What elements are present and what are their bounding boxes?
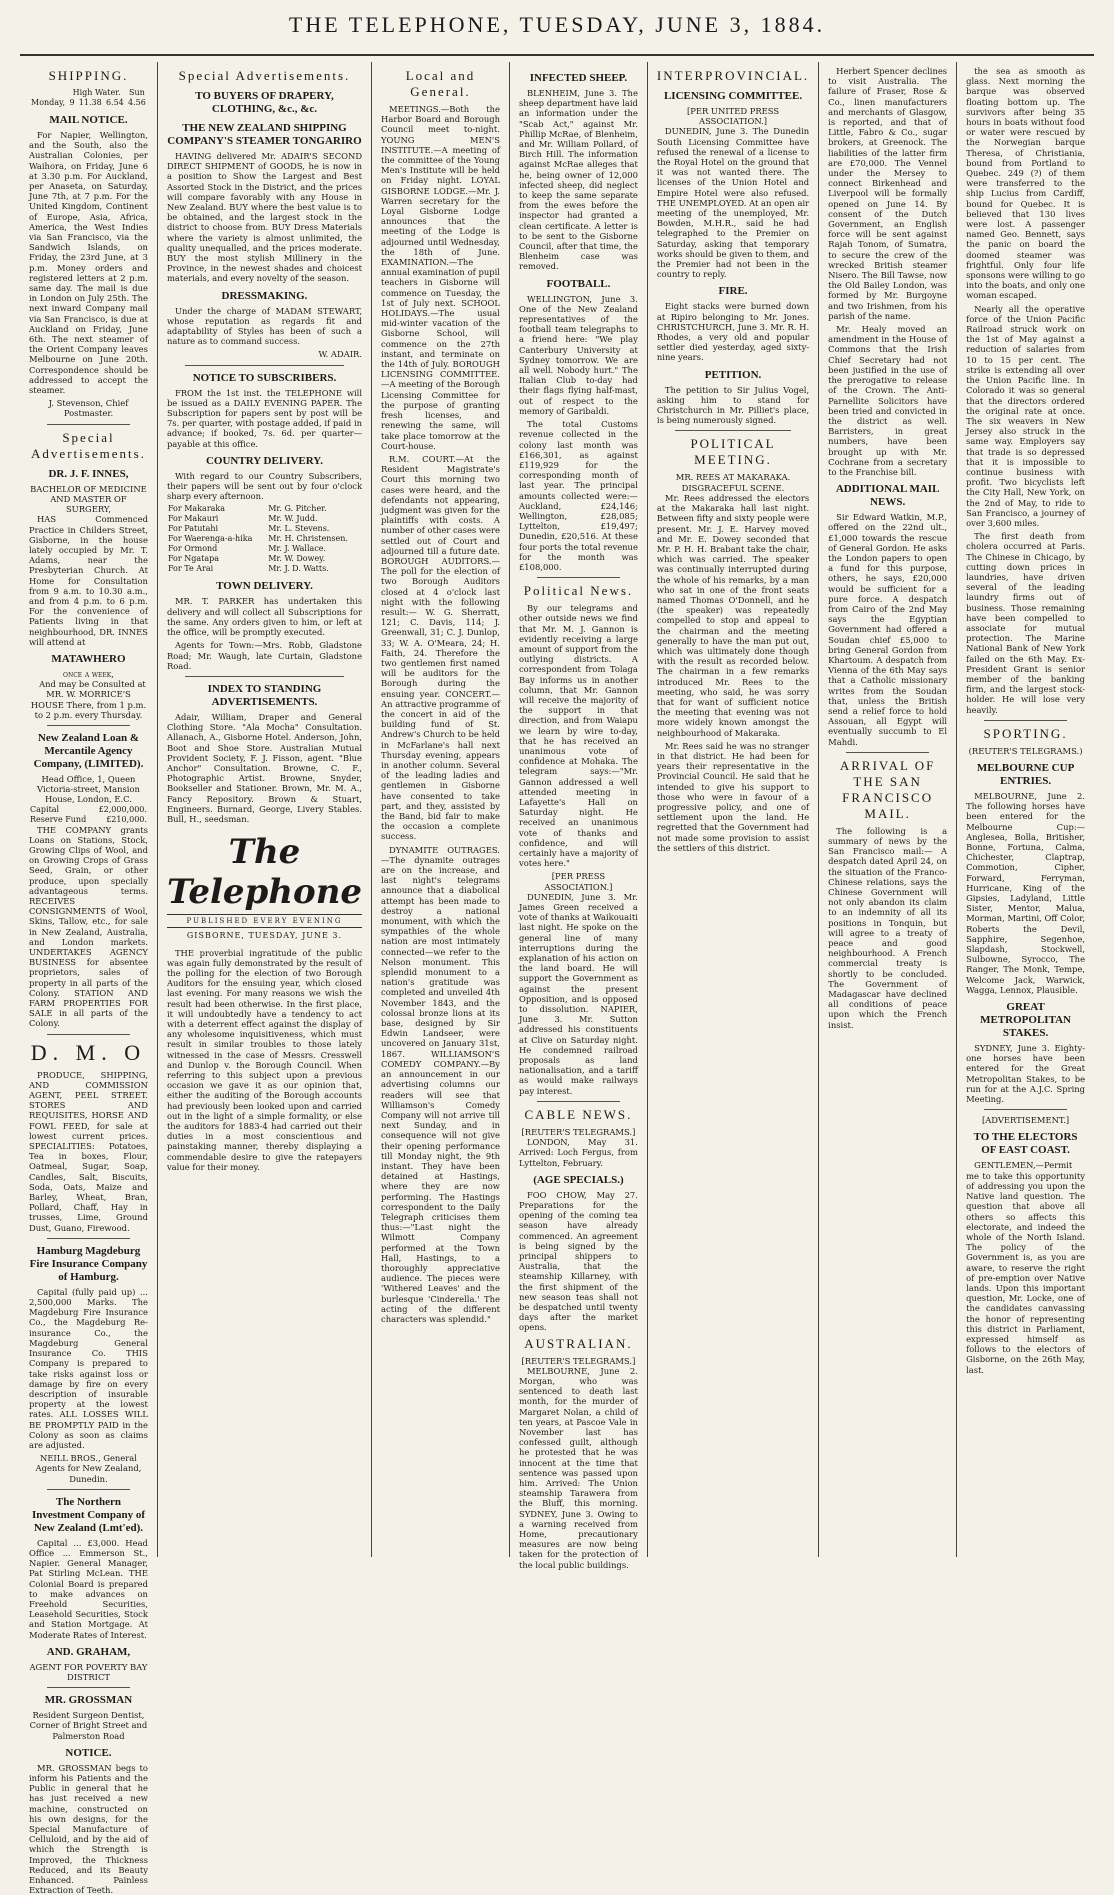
- shipping-co-heading: THE NEW ZEALAND SHIPPING COMPANY'S STEAMER TONGARIRO: [167, 122, 362, 147]
- dmo-heading: D. M. O: [30, 1039, 147, 1065]
- matawhero-heading: MATAWHERO: [51, 652, 126, 665]
- graham-sub: AGENT FOR POVERTY BAY DISTRICT: [29, 1661, 148, 1682]
- additional-mail-heading: ADDITIONAL MAIL NEWS.: [835, 483, 940, 509]
- country-delivery-body: With regard to our Country Subscribers, their papers will be sent out by four o'clock sharp every afternoon.: [166, 470, 363, 502]
- drapery-heading: TO BUYERS OF DRAPERY, CLOTHING, &c., &c.: [195, 90, 334, 115]
- local-news-2: R.M. COURT.—At the Resident Magistrate's Court this morning two cases were heard, and the defendants not appearing, judgment was given for the plaintiffs with costs. A number of other cases were settled out of Court and adjourned till a future date. BOROUGH AUDITORS.—The poll for the election of two Borough Auditors closed at 4 o'clock last night with the following result:— W. G. Sherratt, 121; C. Davis, 114; J. Greenwall, 31; C. J. Dunlop, 33; W. A. O'Meara, 24; H. Faith, 24. Therefore the two gentlemen first named will be auditors for the Borough during the ensuing year. CONCERT.—An attractive programme of the concert in aid of the building fund of St. Andrew's Church to be held in McFarlane's hall next Thursday evening, appears in another column. Several of the leading ladies and gentlemen in Gisborne have consented to take part, and they, assisted by the Band, bid fair to make the occasion a complete success.: [381, 453, 500, 842]
- tide-head-water: High Water.: [72, 88, 121, 97]
- cup-entries-heading: MELBOURNE CUP ENTRIES.: [976, 762, 1075, 787]
- dressmaking-heading: DRESSMAKING.: [221, 289, 308, 302]
- political-meeting-sub: MR. REES AT MAKARAKA.: [675, 472, 791, 483]
- shipping-heading: SHIPPING.: [48, 68, 129, 83]
- fire-heading: FIRE.: [718, 285, 748, 298]
- subscribers-heading: NOTICE TO SUBSCRIBERS.: [192, 371, 337, 384]
- northern-body: Capital ... £3,000. Head Office ... Emmerson St., Napier. General Manager, Pat Stirling McLean. THE Colonial Board is prepared to make advances on Freehold Securities, Leasehold Securities, Stock and Station Mortgage. At Moderate Rates of Interest.: [29, 1537, 148, 1640]
- town-delivery-heading: TOWN DELIVERY.: [216, 580, 313, 593]
- infected-sheep-body: BLENHEIM, June 3. The sheep department have laid an information under the "Scab Act," against Mr. Phillip McRae, of Blenheim, and Mr. William Pollard, of Birch Hill. The information against McRae alleges that he, being owner of 12,000 infected sheep, did neglect to keep the same separate from the ewes before the inspector had granted a clean certificate. A letter is to be sent to the Gisborne Council, after that time, the Blenheim case was removed.: [518, 88, 638, 272]
- tide-table: [29, 88, 148, 108]
- electors-heading: TO THE ELECTORS OF EAST COAST.: [973, 1131, 1078, 1157]
- newspaper-columns: [20, 62, 1094, 1895]
- subscribers-body: FROM the 1st inst. the TELEPHONE will be issued as a DAILY EVENING PAPER. The Subscription for papers sent by post will be 7s. per quarter, with postage added, if paid in advance; if booked, 7s. 6d. per quarter—payable at this office.: [166, 387, 363, 449]
- local-general-heading: Local and General.: [405, 68, 476, 99]
- age-specials-heading: (AGE SPECIALS.): [533, 1173, 624, 1186]
- petition-body: The petition to Sir Julius Vogel, asking him to stand for Christchurch in Mr. Pilliet's place, is being numerously signed.: [656, 384, 810, 426]
- town-delivery-body: MR. T. PARKER has undertaken this delivery and will collect all Subscriptions for the same. Any orders given to him, or left at the office, will be promptly executed.: [166, 596, 363, 638]
- nz-loan-office: Head Office, 1, Queen Victoria-street, Mansion House, London, E.C.: [37, 773, 140, 805]
- news-body-1: Herbert Spencer declines to visit Australia. The failure of Fraser, Rose & Co., linen manufacturers and merchants of Glasgow, is reported, and that of Little, Fabro & Co., sugar brokers, at Greenock. The liabilities of the latter firm are £70,000. The Vennel under the Mersey to connect Birkenhead and Liverpool will be formally opened on June 14. By consent of the Dutch Government, an English force will be sent against Rajah Tonom, of Sumatra, to secure the crew of the wrecked British steamer Nisero. The Bill Tawse, now the Old Bailey London, was formed by Mr. Burgoyne and two Irishmen, from his parish of the name.: [828, 66, 948, 321]
- customs-body: The total Customs revenue collected in the colony last month was £166,301, as against £119,929 for the corresponding month of last year. The principal amounts collected were:—Auckland, £24,146; Wellington, £28,085; Lyttelton, £19,497; Dunedin, £20,516. At these four ports the total revenue for the month was £108,000.: [518, 419, 638, 572]
- divider: [47, 1238, 130, 1239]
- dmo-body: PRODUCE, SHIPPING, AND COMMISSION AGENT, PEEL STREET. STORES AND REQUISITES, HORSE AND FOWL FEED, for sale at lowest current prices. SPECIALITIES: Potatoes, Tea in boxes, Flour, Oatmeal, Sugar, Soap, Candles, Salt, Biscuits, Soda, Oats, Maize and Barley, Wheat, Bran, Pollard, Chaff, Hay in trusses, Lime, Ground Dust, Guano, Firewood.: [29, 1069, 148, 1233]
- divider: [846, 752, 929, 753]
- capital-table: Capital £2,000,000. Reserve Fund £210,000.: [30, 804, 147, 824]
- column-2: [158, 62, 372, 1557]
- licensing-body: DUNEDIN, June 3. The Dunedin South Licensing Committee have refused the renewal of a license to the Royal Hotel on the ground that it was not wanted there. The licenses of the Union Hotel and Empire Hotel were also refused. THE UNEMPLOYED. At an open air meeting of the unemployed, Mr. Bowden, M.H.R., said he had telegraphed to the Premier on Saturday, asking that temporary works should be given to them, and the Premier had not been in the country to reply.: [656, 126, 810, 280]
- nz-loan-body: THE COMPANY grants Loans on Stations, Stock, Growing Clips of Wool, and on Growing Crops of Grass Seed, Grain, or other produce, upon specially advantageous terms. RECEIVES CONSIGNMENTS of Wool, Skins, Tallow, etc., for sale in New Zealand, Australia, and London markets. UNDERTAKES AGENCY BUSINESS for absentee proprietors, sales of property in all parts of the Colony. STATION AND FARM PROPERTIES FOR SALE in all parts of the Colony.: [29, 824, 148, 1029]
- hamburg-agent: NEILL BROS., General Agents for New Zealand, Dunedin.: [35, 1453, 142, 1484]
- innes-name: DR. J. F. INNES,: [48, 467, 129, 480]
- tide-row: Monday, 9 11.38 6.54 4.56: [31, 98, 146, 107]
- innes-body: HAS Commenced Practice in Childers Street, Gisborne, in the house lately occupied by Mr. T. Adams, near the Presbyterian Church. At Home for Consultation from 9 a.m. to 10.30 a.m., and from 4 p.m. to 6 p.m. For the convenience of Patients living in that neighbourhood, DR. INNES will attend at: [29, 514, 148, 647]
- licensing-heading: LICENSING COMMITTEE.: [663, 90, 803, 102]
- index-body: Adair, William, Draper and General Clothing Store. "Ala Mocha" Consultation. Allanach, A., Gisborne Hotel. Anderson, John, Boot and Shoe Store. Australian Mutual Provident Society, F. J. Fisson, agent. "Blue Anchor" Consultation. Browne, C. F., Photographic Artist. Browne, Snyder, Bookseller and Stationer. Brown, Mr. M. A., Fancy Repository. Brown & Stuart, Engineers. Burnard, George, Livery Stables. Bull, H., seedsman.: [166, 711, 363, 824]
- australian-body: MELBOURNE, June 2. Morgan, who was sentenced to death last month, for the murder of Margaret Nolan, a child of ten years, at Pascoe Vale in November last has confessed guilt, although he protested that he was innocent at the time that sentence was passed upon him. Arrived: The Union steamship Tarawera from the Bluff, this morning. SYDNEY, June 3. Owing to a warning received from Home, precautionary measures are now being taken for the protection of the local public buildings.: [518, 1365, 638, 1570]
- advertisement-tag: [ADVERTISEMENT.]: [981, 1115, 1070, 1126]
- masthead-rule: [20, 54, 1094, 56]
- index-heading: INDEX TO STANDING ADVERTISEMENTS.: [207, 682, 322, 708]
- political-meeting-sub2: DISGRACEFUL SCENE.: [681, 482, 785, 493]
- matawhero-body: And may be Consulted at MR. W. MORRICE'S HOUSE There, from 1 p.m. to 2 p.m. every Thursday.: [30, 679, 147, 720]
- dressmaking-body: Under the charge of MADAM STEWART, whose reputation as regards fit and adaptability of Styles has been of such a nature as to command success.: [166, 305, 363, 347]
- local-news-3: DYNAMITE OUTRAGES.—The dynamite outrages are on the increase, and last night's telegrams announce that a diabolical attempt has been made to destroy a national monument, with which the sympathies of the whole nation are most intimately connected—we refer to the Nelson monument. This splendid monument to a nation's gratitude was completed and unveiled 4th November 1843, and the colossal bronze lions at its base, designed by Sir Edwin Landseer, were uncovered on January 31st, 1867. WILLIAMSON'S COMEDY COMPANY.—By an announcement in our advertising columns our readers will see that Williamson's Comedy Company will not arrive till next Sunday, and in consequence will not give their opening performance till Monday night, the 9th instant. They have been detained at Hastings, where they are now performing. The Hastings correspondent to the Daily Telegraph criticises them thus:—"Last night the Wilmott Company performed at the Town Hall, Hastings, to a thoroughly appreciative audience. The pieces were 'Withered Leaves' and the burlesque 'Cinderella.' The acting of the different characters was splendid.": [381, 844, 500, 1324]
- column-4: [510, 62, 648, 1570]
- grossman-name: MR. GROSSMAN: [44, 1694, 133, 1707]
- country-delivery-heading: COUNTRY DELIVERY.: [205, 454, 323, 467]
- additional-mail-body: Sir Edward Watkin, M.P., offered on the 22nd ult., £1,000 towards the rescue of General Gordon. He asks the London papers to open a fund for this purpose, others, he says, £20,000 would be sufficient for a pure force. A despatch from Cairo of the 2nd May says the Egyptian Government had offered a Soudan chief £5,000 to bring General Gordon from Khartoum. A despatch from Vienna of the 6th May says that a Catholic missionary writes from the Soudan that, unless the British send a relief force to hold Assouan, all Egypt will eventually succumb to El Mahdi.: [828, 512, 948, 747]
- matawhero-sub: once a week,: [63, 668, 114, 679]
- political-news-body: By our telegrams and other outside news we find that Mr. M. J. Gannon is evidently receiving a large amount of support from the outlying districts. A correspondent from Tolaga Bay informs us in another column, that Mr. Gannon will receive the majority of the support in that direction, and from Waiapu we learn by wire to-day, that he has received an unanimous vote of confidence at Mohaka. The telegram says:—"Mr. Gannon addressed a well attended meeting in Lafayette's Hall on Saturday night. He received an unanimous vote of thanks and confidence, and will certainly have a majority of votes here.": [518, 603, 638, 869]
- age-specials-body: FOO CHOW, May 27. Preparations for the opening of the coming tea season have already commenced. An agreement is being signed by the principal shippers to Australia, that the steamship Killarney, with the first shipment of the new season teas shall not be despatched until twenty days after the market opens.: [518, 1189, 638, 1333]
- political-meeting-heading: POLITICAL MEETING.: [690, 436, 776, 468]
- cable-news-heading: CABLE NEWS.: [524, 1106, 633, 1122]
- divider: [984, 1109, 1067, 1110]
- sf-mail-heading: ARRIVAL OF THE SAN FRANCISCO MAIL.: [839, 757, 936, 821]
- special-ads-heading: Special Advertisements.: [31, 429, 146, 461]
- divider: [675, 430, 791, 431]
- political-news-heading: Political News.: [523, 583, 634, 599]
- electors-body: GENTLEMEN,—Permit me to take this opportunity of addressing you upon the Native land question. The question that above all others so affects this electorate, and indeed the whole of the North Island. The policy of the Government is, as you are aware, to reserve the right of pre-emption over Native lands. Upon this important question, Mr. Locke, one of the candidates canvassing the honor of representing this district in Parliament, expressed himself as follows to the electors of Gisborne, on the 26th May, last.: [966, 1160, 1086, 1375]
- leader-article: THE proverbial ingratitude of the public was again fully demonstrated by the result of the polling for the election of two Borough Auditors for the ensuing year, which closed last evening. For many reasons we wish the result had been otherwise. In the first place, it will undoubtedly have a tendency to act with a deterrent effect against the display of any wholesome inquisitiveness, which must result in similar troubles to those lately witnessed in the case of Messrs. Cresswell and Dunlop v. the Borough Council. When referring to this subject upon a previous occasion we gave it as our opinion that, either the auditing of the Borough accounts had previously been looked upon and carried out in the light of a simple formality, or else the auditors for 1883-4 had carried out their duties in a most conscientious and painstaking manner, thereby displaying a commendable desire to give the ratepayers value for their money.: [166, 947, 363, 1172]
- table-row: For Ngatapa Mr. W. Dowey.: [167, 554, 326, 564]
- innes-degree: BACHELOR OF MEDICINE AND MASTER OF SURGERY,: [30, 483, 147, 515]
- football-body: WELLINGTON, June 3. One of the New Zealand representatives of the football team telegraphs to a friend here: "We play Canterbury University at Sydney tomorrow. We are all well. Nobody hurt." The Italian Club to-day had their flags flying half-mast, out of respect to the memory of Garibaldi.: [518, 293, 638, 416]
- agents-table: [167, 504, 362, 574]
- divider: [185, 676, 344, 677]
- table-row: For Ormond Mr. J. Wallace.: [167, 544, 327, 554]
- local-news-1: MEETINGS.—Both the Harbor Board and Borough Council meet to-night. YOUNG MEN'S INSTITUTE.—A meeting of the committee of the Young Men's Institute will be held on Friday night. LOYAL GISBORNE LODGE.—Mr. J. Warren secretary for the Loyal Gisborne Lodge announces that the meeting of the Lodge is adjourned until Wednesday, the 18th of June. EXAMINATION.—The annual examination of pupil teachers in Gisborne will commence on Tuesday, the 1st of July next. SCHOOL HOLIDAYS.—The usual mid-winter vacation of the Gisborne School, will commence on the 27th instant, and terminate on the 14th of July. BOROUGH LICENSING COMMITTEE.—A meeting of the Borough Licensing Committee for the purpose of granting fresh licenses, and renewing the same, will take place tomorrow at the Court-house.: [381, 104, 500, 451]
- page-title: THE TELEPHONE, TUESDAY, JUNE 3, 1884.: [288, 12, 826, 37]
- grossman-sub: Resident Surgeon Dentist, Corner of Bright Street and Palmerston Road: [29, 1710, 148, 1741]
- mail-notice-heading: MAIL NOTICE.: [49, 114, 128, 126]
- column-1: [20, 62, 158, 1895]
- town-agents: Agents for Town:—Mrs. Robb, Gladstone Road; Mr. Waugh, late Curtain, Gladstone Road.: [166, 640, 363, 671]
- graham-name: AND. GRAHAM,: [46, 1645, 131, 1658]
- masthead: [0, 0, 1114, 60]
- political-meeting-body-2: Mr. Rees said he was no stranger in that district. He had been for years their representative in the Provincial Council. He said that he intended to give his support to those who were in favour of a progressive policy, and one of settlement upon the land. He regretted that the Government had not made some provision to assist the settlers of this district.: [656, 740, 810, 853]
- infected-sheep-heading: INFECTED SHEEP.: [529, 72, 628, 84]
- football-heading: FOOTBALL.: [546, 277, 611, 290]
- northern-heading: The Northern Investment Company of New Zealand (Lmt'ed).: [31, 1495, 145, 1534]
- paper-dateline: GISBORNE, TUESDAY, JUNE 3.: [186, 931, 343, 941]
- divider: [47, 725, 130, 726]
- notice-heading: NOTICE.: [65, 1746, 112, 1759]
- news-body-7b: Nearly all the operative force of the Union Pacific Railroad struck work on the 1st of May against a reduction of salaries from 10 to 15 per cent. The strike is extending all over the Union Pacific line. In Colorado it was so general that the directors ordered the original rate at once. The six weavers in New Jersey also struck in the same way. Employers say that trade is so depressed that it is impossible to continue business with profit. Two bicyclists left the City Hall, New York, on the 2nd of May, to ride to San Francisco, a journey of over 3,600 miles.: [966, 303, 1086, 528]
- news-body-7a: the sea as smooth as glass. Next morning the barque was observed floating bottom up. The survivors after being 35 hours in boats without food or water were rescued by the Norwegian barque Theresa, of Christiania, bound from Portland to Quebec. 249 (?) of them were transferred to the ship Lucius from Cardiff, bound for Quebec. It is believed that 130 lives were lost. A passenger named Geo. Bennett, says the panic on board the doomed steamer was frightful. Only four life sponsons were willing to go into the boats, and only one woman escaped.: [966, 66, 1086, 301]
- divider: [47, 1687, 130, 1688]
- licensing-tag: [PER UNITED PRESS ASSOCIATION.]: [686, 106, 780, 127]
- hamburg-heading: Hamburg Magdeburg Fire Insurance Company of Hamburg.: [29, 1244, 148, 1283]
- interprovincial-heading: INTERPROVINCIAL.: [656, 68, 810, 83]
- divider: [537, 1101, 620, 1102]
- news-body-2: Mr. Healy moved an amendment in the House of Commons that the Irish Chief Secretary had not been justified in the use of the prerogative to release of the Crown. The Anti-Parnellite Solicitors have been tried and convicted in the district as well. Barristers, in great numbers, have been brought up with Mr. Cochrane from a secretary to the Franchise bill.: [828, 324, 948, 477]
- divider: [537, 577, 620, 578]
- australian-tag: [REUTER'S TELEGRAMS.]: [521, 1355, 636, 1366]
- news-body-7c: The first death from cholera occurred at Paris. The Chinese in Chicago, by cutting down prices in laundries, have driven several of the leading laundry firms out of business. Those remaining have been compelled to associate for mutual protection. The Marine National Bank of New York failed on the 6th May. Ex-President Grant is senior member of the banking firm, and the largest stock-holder. He will lose very heavily.: [966, 531, 1086, 715]
- stakes-body: SYDNEY, June 3. Eighty-one horses have been entered for the Great Metropolitan Stakes, to be run for at the A.J.C. Spring Meeting.: [966, 1043, 1086, 1105]
- adair-signature: W. ADAIR.: [318, 349, 363, 360]
- table-row: For Patutahi Mr. L. Stevens.: [167, 524, 330, 534]
- mail-notice-body: For Napier, Wellington, and the South, also the Australian Colonies, per Waihora, on Friday, June 6 at 3.30 p.m. For Auckland, per Anaseta, on Saturday, June 7th, at 7 p.m. For the United Kingdom, Continent of Europe, Asia, Africa, America, the West Indies via San Francisco, via the Sandwich Islands, on Friday, the 23rd June, at 3 p.m. Money orders and registered letters at 2 p.m. same day. The mail is due in London on July 25th. The next inward Company mail via San Francisco, is due at Auckland on Friday, June 6th. The next steamer of the Orient Company leaves Melbourne on June 20th. Correspondence should be addressed to accept the steamer.: [29, 130, 148, 396]
- adair-body: HAVING delivered Mr. ADAIR'S SECOND DIRECT SHIPMENT of GOODS, he is now in a position to Show the Largest and Best Assorted Stock in the District, and the prices will compare favorably with any House in New Zealand. BUY where the best value is to be obtained, and the largest stock in the district to choose from. BUY Dress Materials where the variety is almost unlimited, the quality unequalled, and the prices moderate. BUY the most stylish Millinery in the Province, in the newest shades and choicest materials, and every novelty of the season.: [166, 151, 363, 284]
- divider: [185, 365, 344, 366]
- table-row: For Te Arai Mr. J. D. Watts.: [167, 564, 329, 574]
- petition-heading: PETITION.: [704, 368, 762, 381]
- sporting-heading: SPORTING.: [983, 725, 1068, 741]
- press-association-tag: [PER PRESS ASSOCIATION.]: [544, 871, 613, 892]
- cable-tag: [REUTER'S TELEGRAMS.]: [521, 1126, 636, 1137]
- column-3: [372, 62, 510, 1557]
- table-row: For Waerenga-a-hika Mr. H. Christensen.: [167, 534, 348, 544]
- fire-body: Eight stacks were burned down at Ripiro belonging to Mr. Jones. CHRISTCHURCH, June 3. Mr. R. H. Rhodes, a very old and popular settler died yesterday, aged sixty-nine years.: [656, 301, 810, 363]
- table-row: For Makaraka Mr. G. Pitcher.: [167, 504, 327, 514]
- notice-body: MR. GROSSMAN begs to inform his Patients and the Public in general that he has just received a new machine, constructed on his own designs, for the Special Manufacture of Celluloid, and by the aid of which the Strength is Improved, the Thickness Reduced, and its Beauty Enhanced. Painless Extraction of Teeth.: [29, 1762, 148, 1895]
- nz-loan-heading: New Zealand Loan & Mercantile Agency Company, (LIMITED).: [33, 731, 144, 770]
- political-meeting-body: Mr. Rees addressed the electors at the Makaraka hall last night. Between fifty and sixty people were present. Mr. J. E. Harvey moved and Mr. E. Dowey seconded that Mr. P. H. H. Brabant take the chair, which was carried. The speaker was continually interrupted during the whole of his remarks, by a man who sat in one of the front seats named Thomas O'Donnell, and he (the speaker) was repeatedly compelled to stop and appeal to the chairman and the meeting generally to have the man put out, which was ultimately done though with the result as recorded below. The chairman in a few remarks introduced Mr. Rees to the meeting, who said, he was sorry that for want of sufficient notice the meeting that evening was not more widely known amongst the neighbourhood of Makaraka.: [656, 492, 810, 738]
- divider: [47, 1034, 130, 1035]
- paper-tagline: PUBLISHED EVERY EVENING: [167, 914, 362, 928]
- divider: [984, 720, 1067, 721]
- sf-mail-body: The following is a summary of news by the San Francisco mail:— A despatch dated April 24, on the situation of the Franco-Chinese relations, says the Chinese Government will not only abandon its claim to an indemnity of all its positions in Tonquin, but will agree to a treaty of peace and good neighbourhood. A French commercial treaty is shortly to be concluded. The Government of Madagascar have declined all conditions of peace upon which the French insist.: [828, 825, 948, 1030]
- hamburg-body: Capital (fully paid up) ... 2,500,000 Marks. The Magdeburg Fire Insurance Co., the Magdeburg Re-insurance Co., the Magdeburg General Insurance Co. THIS Company is prepared to take risks against loss or damage by fire on every description of insurable property at the lowest rates. ALL LOSSES WILL BE PROMPTLY PAID in the Colony as soon as claims are adjusted.: [29, 1286, 148, 1450]
- paper-nameplate: The Telephone: [166, 832, 363, 913]
- table-row: For Makauri Mr. W. Judd.: [167, 514, 318, 524]
- divider: [47, 424, 130, 425]
- tide-head-sun: Sun: [129, 88, 145, 97]
- divider: [47, 1489, 130, 1490]
- column-7: [957, 62, 1094, 1557]
- stakes-heading: GREAT METROPOLITAN STAKES.: [980, 1001, 1071, 1040]
- cup-entries-body: MELBOURNE, June 2. The following horses have been entered for the Melbourne Cup:— Anglesea, Bolla, Britisher, Bonne, Fortuna, Calma, Chichester, Claptrap, Commotion, Cipher, Forward, Ferryman, Hurricane, King of the Gipsies, Ladyland, Little Sister, Mentor, Malua, Morman, Martini, Off Color, Roberts the Devil, Sapphire, Segenhoe, Slapdash, Stockwell, Sulbowne, Syrocco, The Ranger, The Monk, Tempe, Welcome Jack, Warwick, Wagga, Lennox, Plausible.: [966, 791, 1086, 995]
- postmaster-signature: J. Stevenson, Chief Postmaster.: [48, 398, 129, 419]
- sporting-tag: (REUTER'S TELEGRAMS.): [968, 745, 1083, 756]
- australian-heading: AUSTRALIAN.: [524, 1335, 633, 1351]
- column-5: [648, 62, 819, 1557]
- press-body: DUNEDIN, June 3. Mr. James Green received a vote of thanks at Waikouaiti last night. He spoke on the general line of many interruptions during the explanation of his action on the land board. He will support the Government as against the present Opposition, and is opposed to dissolution. NAPIER, June 3. Mr. Sutton addressed his constituents at Clive on Saturday night. He condemned railroad proposals as land nationalisation, and a tariff as would make railways pay interest.: [518, 891, 638, 1096]
- cable-body: LONDON, May 31. Arrived: Loch Fergus, from Lyttelton, February.: [518, 1137, 638, 1168]
- column-6: [819, 62, 957, 1557]
- special-ads-heading-2: Special Advertisements.: [178, 68, 351, 83]
